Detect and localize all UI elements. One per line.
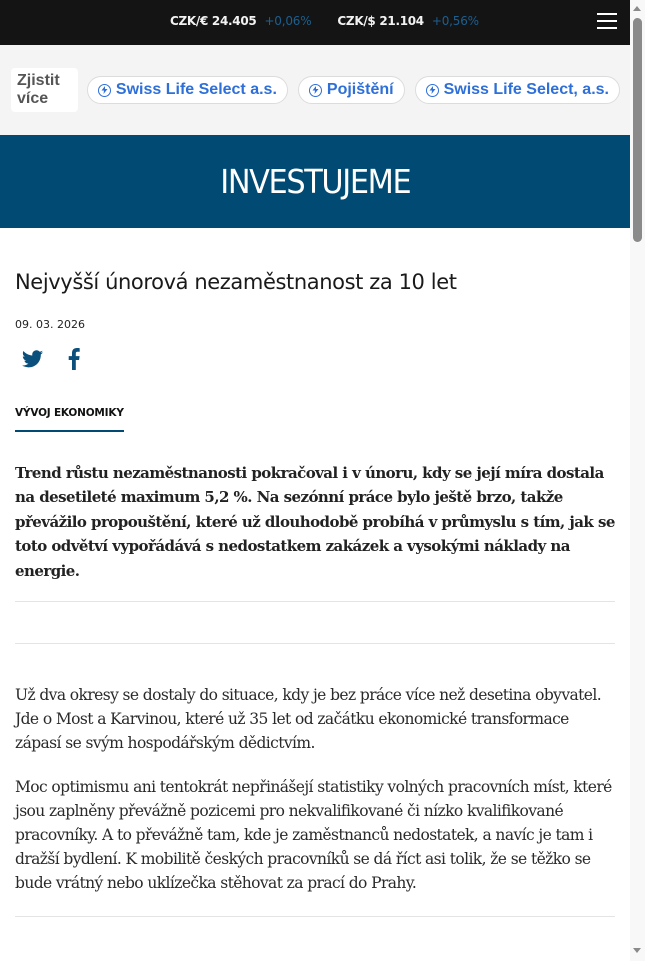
scroll-down-arrow-icon[interactable]: [633, 948, 641, 953]
rate-usd-value: CZK/$ 21.104: [337, 14, 424, 28]
chip-label: Pojištění: [326, 81, 394, 98]
divider: [15, 643, 615, 644]
article-title: Nejvyšší únorová nezaměstnanost za 10 let: [15, 270, 457, 294]
chip-swiss-life-select-as[interactable]: [415, 76, 620, 104]
facebook-icon[interactable]: [68, 348, 80, 370]
bolt-circle-icon: [426, 84, 439, 97]
chip-swiss-life-select[interactable]: [87, 76, 288, 104]
scroll-up-arrow-icon[interactable]: [633, 6, 641, 11]
article: [0, 270, 630, 917]
exchange-rates: [170, 14, 505, 28]
brand-banner[interactable]: [0, 135, 630, 228]
article-perex: Trend růstu nezaměstnanosti pokračoval i v únoru, kdy se její míra dostala na desetileté maximum 5,2 %. Na sezónní práce bylo ještě brzo, takže převážilo propouštění, které už dlouhodobě probíhá v průmyslu s tím, jak se toto odvětví vypořádává s nedostatkem zakázek a vysokými náklady na energie.: [15, 464, 615, 580]
scrollbar-thumb[interactable]: [633, 18, 642, 242]
divider: [15, 916, 615, 917]
learn-more-label: Zjistit více: [11, 68, 78, 112]
chip-label: Swiss Life Select, a.s.: [443, 81, 609, 98]
rate-eur-value: CZK/€ 24.405: [170, 14, 257, 28]
twitter-icon[interactable]: [22, 350, 43, 368]
article-paragraph: Už dva okresy se dostaly do situace, kdy je bez práce více než desetina obyvatel. Jde o Most a Karvinou, které už 35 let od začátku ekonomické transformace zápasí se svým hospodářským dědictvím.: [15, 686, 602, 753]
rate-usd[interactable]: [337, 14, 478, 28]
bolt-circle-icon: [98, 84, 111, 97]
hamburger-menu-icon[interactable]: [597, 13, 617, 31]
divider: [15, 601, 615, 602]
share-buttons: [15, 347, 615, 371]
top-bar: [0, 0, 630, 45]
chip-label: Swiss Life Select a.s.: [115, 81, 277, 98]
category-tag[interactable]: VÝVOJ EKONOMIKY: [15, 407, 124, 432]
chip-pojisteni[interactable]: [298, 76, 405, 104]
site-logo[interactable]: INVESTUJEME: [219, 162, 410, 201]
article-date: 09. 03. 2026: [15, 318, 85, 331]
related-topics-bar: [0, 45, 630, 135]
rate-eur[interactable]: [170, 14, 311, 28]
rate-usd-change: +0,56%: [431, 14, 479, 28]
article-paragraph: Moc optimismu ani tentokrát nepřinášejí statistiky volných pracovních míst, které jsou zaplněny převážně pozicemi pro nekvalifikované či nízko kvalifikované pracovníky. A to převážně tam, kde je zaměstnanců nedostatek, a navíc je tam i dražší bydlení. K mobilitě českých pracovníků se dá říct asi tolik, že se těžko se bude vrátný nebo uklízečka stěhovat za prací do Prahy.: [15, 778, 612, 893]
vertical-scrollbar[interactable]: [630, 0, 645, 961]
rate-eur-change: +0,06%: [264, 14, 312, 28]
bolt-circle-icon: [309, 84, 322, 97]
